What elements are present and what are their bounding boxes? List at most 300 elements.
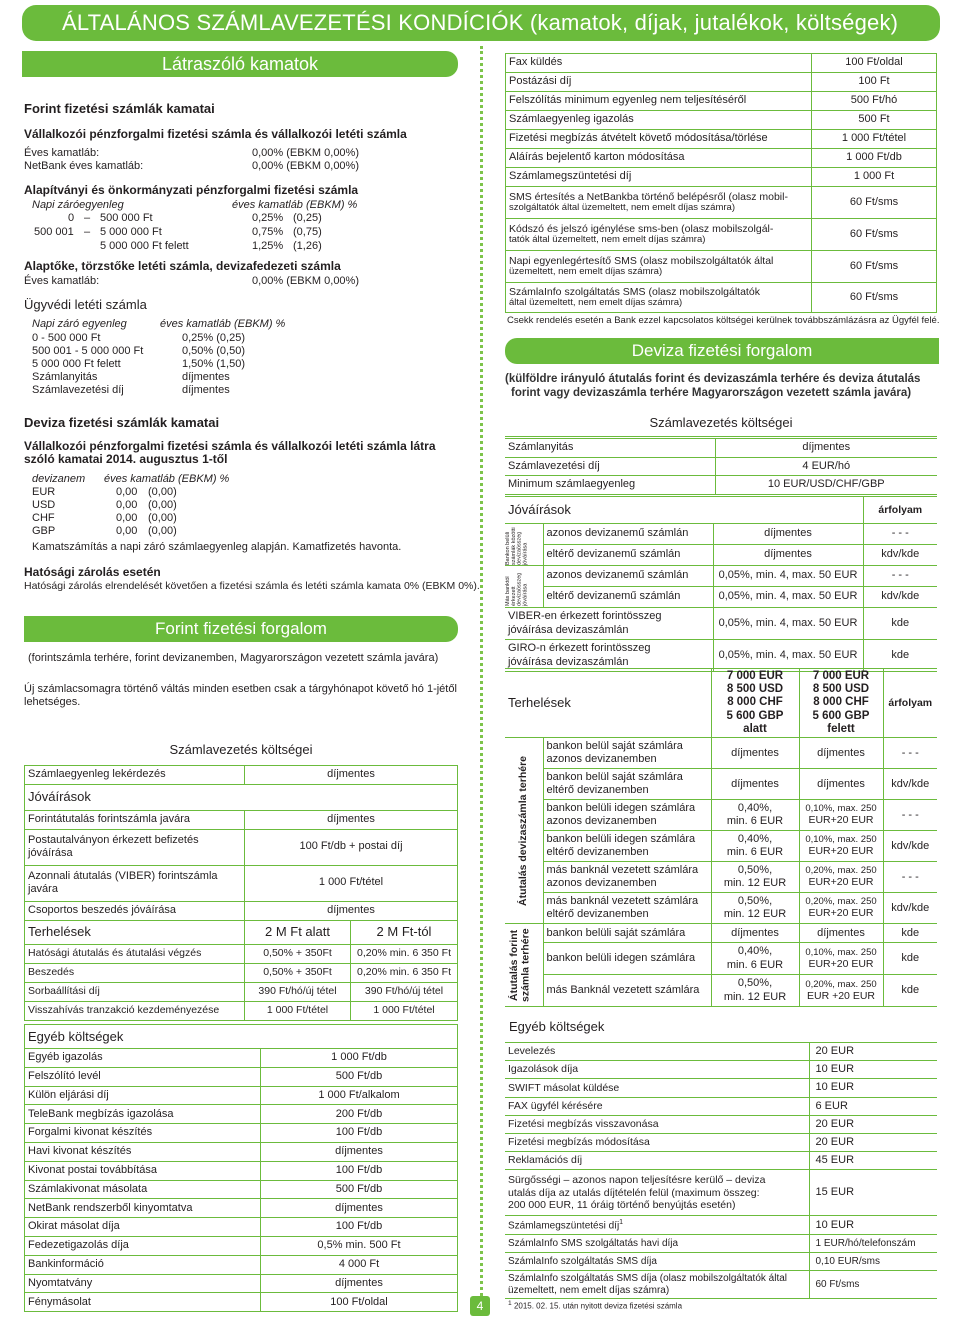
rter-b1: díjmentes — [817, 746, 865, 759]
re-row-label: Fizetési megbízás visszavonása — [505, 1115, 809, 1133]
rter-l1: bankon belüli idegen számlára — [546, 952, 696, 964]
rt-row-value: 100 Ft — [812, 73, 937, 92]
rter-l1: bankon belüli idegen számlára — [546, 832, 696, 845]
lt-ter-a: 0,50% + 350Ft — [245, 963, 351, 982]
le-row-label: Okirat másolat díja — [25, 1218, 261, 1237]
rter-b2: EUR +20 EUR — [807, 989, 875, 1002]
netbank-label: NetBank éves kamatláb: — [24, 160, 144, 172]
vallalkozoi-heading: Vállalkozói pénzforgalmi fizetési számla és vállalkozói letéti számla — [24, 127, 407, 141]
rt-row-value: 1 000 Ft/db — [812, 149, 937, 168]
rter-a1: díjmentes — [731, 777, 779, 790]
rj2-value: 0,05%, min. 4, max. 50 EUR — [713, 640, 863, 672]
rj-row-label: eltérő devizanemű számlán — [543, 545, 713, 566]
re-szmeg-text: Számlamegszüntetési díj — [508, 1219, 620, 1231]
page-banner: ÁLTALÁNOS SZÁMLAVEZETÉSI KONDÍCIÓK (kamatok, díjak, jutalékok, költségek) — [22, 5, 940, 41]
rter-a — [711, 975, 799, 1007]
re-info-value: 0,10 EUR/sms — [809, 1253, 937, 1271]
right-egyeb-table — [505, 1042, 937, 1299]
left-egyeb-table — [24, 1024, 458, 1312]
hatosagi-text: Hatósági zárolás elrendelését követően a fizetési számla és letéti számla kamata 0% (EBKM 0%). — [24, 580, 480, 592]
ugy-row-label: 0 - 500 000 Ft — [32, 332, 101, 344]
re-info-label: SzámlaInfo SMS szolgáltatás havi díja — [505, 1235, 809, 1253]
le-row-label: TeleBank megbízás igazolása — [25, 1105, 261, 1124]
rt-row-label: Számlamegszüntetési díj — [506, 168, 812, 187]
rt-sms-l1: Napi egyenlegértesítő SMS (olasz mobilszolgáltatók által — [509, 255, 774, 267]
rter-l1: más banknál vezetett számlára — [546, 894, 699, 907]
rter-c: kdv/kde — [883, 831, 937, 862]
rt-sms-value: 60 Ft/sms — [812, 187, 937, 219]
rter-l1: bankon belül saját számlára — [546, 770, 683, 783]
re-info3-l1: SzámlaInfo szolgáltatás SMS díja (olasz mobilszolgáltatók által — [508, 1272, 788, 1284]
ugy-row-label: 5 000 000 Ft felett — [32, 358, 121, 370]
rter-c: - - - — [883, 800, 937, 831]
lt-row-value: díjmentes — [245, 765, 458, 784]
kamat-note: Kamatszámítás a napi záró számlaegyenleg alapján. Kamatfizetés havonta. — [32, 541, 402, 553]
rt-sms-l2: tatók által üzemeltett, nem emelt díjas számra) — [509, 234, 706, 246]
rj2-l2: jóváírása devizaszámlán — [508, 623, 629, 636]
lt-terhelesek: Terhelések — [25, 920, 245, 944]
vlabel-mas-bank-text: Más banktól érkezett devizaösszeg jóváírása — [504, 572, 529, 606]
csekk-note: Csekk rendelés esetén a Bank ezzel kapcsolatos költségei kerülnek továbbszámlázásra az Ügyfél felé. — [507, 315, 940, 326]
rj-row-arfolyam: - - - — [863, 566, 937, 587]
rj-row-arfolyam: kdv/kde — [863, 545, 937, 566]
rter-h2-line: 7 000 EUR — [812, 670, 870, 682]
rter-h1-line: 5 600 GBP — [726, 709, 784, 722]
napi-label: Napi záróegyenleg — [32, 199, 124, 211]
re-row-label: Levelezés — [505, 1043, 809, 1061]
rter-h2-line: 5 600 GBP — [812, 709, 870, 722]
lt-ter-a: 0,50% + 350Ft — [245, 944, 351, 963]
rs-row-label: Számlavezetési díj — [505, 457, 715, 476]
alaptoke-label: Éves kamatláb: — [24, 275, 100, 287]
dev-currency: USD — [32, 499, 56, 511]
re-info3-l2: üzemeltett, nem emelt díjas számra) — [508, 1284, 670, 1296]
le-row-label: Fénymásolat — [25, 1293, 261, 1312]
rt-row-label: Felszólítás minimum egyenleg nem teljesítéséről — [506, 92, 812, 111]
rter-row-label — [543, 862, 711, 893]
rt-row-value: 1 000 Ft/tétel — [812, 130, 937, 149]
rt-row-value: 500 Ft/hó — [812, 92, 937, 111]
rt-sms-label — [506, 219, 812, 251]
le-row-label: Nyomtatvány — [25, 1274, 261, 1293]
rter-h1-line: alatt — [743, 722, 767, 735]
rter-row-label — [543, 924, 711, 943]
rter-l1: más banknál vezetett számlára — [546, 863, 699, 876]
le-row-label: Forgalmi kivonat készítés — [25, 1124, 261, 1143]
rter-title: Terhelések — [505, 669, 711, 738]
rj-arfolyam: árfolyam — [863, 497, 937, 524]
alaptoke-value: 0,00% (EBKM 0,00%) — [252, 275, 359, 287]
left-szamlavezetes-table — [24, 735, 458, 1021]
rter-b2: EUR+20 EUR — [808, 814, 874, 827]
vlabel-bankon-belul-text: Bankon belüli számlák közötti devizaösszeg jóváírása — [504, 526, 529, 565]
rter-a1: 0,50%, — [737, 894, 773, 907]
rter-b2: EUR+20 EUR — [808, 845, 874, 858]
rter-l2: eltérő devizanemben — [546, 846, 649, 859]
le-row-label: NetBank rendszerből kinyomtatva — [25, 1199, 261, 1218]
rter-a2: min. 6 EUR — [726, 958, 784, 971]
tier-dash: – — [84, 212, 91, 224]
rter-h2-line: 8 000 CHF — [813, 696, 869, 709]
ugy-row-value: 0,50% (0,50) — [182, 345, 245, 357]
vlabel-atutalas-forint-wrap — [509, 925, 539, 1005]
re-szmeg-sup: 1 — [619, 1218, 624, 1226]
rter-a2: min. 12 EUR — [723, 990, 787, 1003]
le-row-label: Havi kivonat készítés — [25, 1142, 261, 1161]
rt-sms-label — [506, 251, 812, 283]
lt-ter-b: 1 000 Ft/tétel — [351, 1001, 458, 1020]
rter-h2 — [799, 669, 883, 738]
re-info3-value: 60 Ft/sms — [809, 1271, 937, 1299]
vlabel-atutalas-forint-text: Átutalás forint számla terhére — [507, 928, 532, 1002]
rter-a — [711, 738, 799, 769]
rter-a1: 0,40%, — [737, 832, 773, 845]
rter-a — [711, 862, 799, 893]
rter-c: - - - — [883, 738, 937, 769]
rter-b — [799, 769, 883, 800]
rt-sms-l2: által üzemeltett, nem emelt díjas számra) — [509, 297, 683, 309]
rter-b — [799, 943, 883, 975]
re-szmeg-label — [505, 1216, 809, 1235]
re-title: Egyéb költségek — [509, 1019, 605, 1034]
rter-b1: 0,20%, max. 250 — [805, 896, 877, 908]
rter-c: - - - — [883, 862, 937, 893]
rter-c: kde — [883, 975, 937, 1007]
rter-l2: eltérő devizanemben — [546, 784, 649, 797]
rter-a — [711, 800, 799, 831]
rt-sms-value: 60 Ft/sms — [812, 219, 937, 251]
rter-b1: díjmentes — [817, 777, 865, 790]
vlabel-atutalas-deviza — [505, 738, 543, 924]
rt-row-label: Postázási díj — [506, 73, 812, 92]
forint-sub: (forintszámla terhére, forint devizanemben, Magyarországon vezetett számla javára) — [28, 652, 439, 664]
uj-text-1: Új számlacsomagra történő váltás minden esetben csak a tárgyhónapot követő hó 1-jétől — [24, 683, 457, 695]
re-surg-l1: Sürgősségi – azonos napon teljesítésre kerülő – deviza — [508, 1173, 766, 1186]
re-row-value: 10 EUR — [809, 1079, 937, 1097]
right-jovairas-table — [505, 496, 937, 672]
dev-rate: 0,00 — [116, 525, 138, 537]
rter-l1: bankon belüli saját számlára — [546, 926, 686, 939]
re-row-label: Fizetési megbízás módosítása — [505, 1133, 809, 1151]
le-row-value: díjmentes — [261, 1274, 458, 1293]
rter-b — [799, 893, 883, 924]
dev-rate: 0,00 — [116, 499, 138, 511]
rt-sms-l1: SMS értesítés a NetBankba történő belépésről (olasz mobil- — [509, 191, 788, 203]
rter-l2: azonos devizanemben — [546, 753, 657, 766]
re-szmeg-value: 10 EUR — [809, 1216, 937, 1235]
tier-rate: 1,25% — [252, 240, 284, 252]
deviza-sub2-right: forint vagy devizaszámla terhére Magyarországon vezetett számla javára) — [511, 387, 912, 399]
rt-sms-label — [506, 283, 812, 313]
lt-jovairasok: Jóváírások — [25, 784, 458, 810]
tier-ebkm: (0,75) — [293, 226, 322, 238]
rs-row-label: Minimum számlaegyenleg — [505, 476, 715, 495]
rter-h1-line: 8 500 USD — [726, 683, 784, 696]
rj-row-arfolyam: kdv/kde — [863, 587, 937, 608]
le-row-value: 100 Ft/db — [261, 1161, 458, 1180]
rter-a2: min. 6 EUR — [726, 846, 784, 859]
le-row-label: Külön eljárási díj — [25, 1086, 261, 1105]
lt-ter-b: 0,20% min. 6 350 Ft — [351, 944, 458, 963]
rter-l2: azonos devizanemben — [546, 877, 657, 890]
tier-to: 5 000 000 Ft — [100, 226, 162, 238]
rt-sms-l1: Kódszó és jelszó igénylése sms-ben (olasz mobilszolgál- — [509, 223, 774, 235]
dev-currency: EUR — [32, 486, 56, 498]
re-row-value: 20 EUR — [809, 1115, 937, 1133]
lt-ter-a: 390 Ft/hó/új tétel — [245, 982, 351, 1001]
ugy-row-value: 1,50% (1,50) — [182, 358, 245, 370]
le-row-value: díjmentes — [261, 1142, 458, 1161]
ugy-row-label: Számlanyitás — [32, 371, 98, 383]
rter-a — [711, 924, 799, 943]
rs-title: Számlavezetés költségei — [505, 415, 937, 437]
lt-ter-h2: 2 M Ft-tól — [351, 920, 458, 944]
re-surg-l3: 200 000 EUR, 11 óráig történő benyújtás esetén) — [508, 1199, 736, 1212]
lt-jov-label: Postautalványon érkezett befizetés jóváírása — [25, 829, 245, 865]
deviza-sub1-right: (külföldre irányuló átutalás forint és devizaszámla terhére és deviza átutalás — [505, 373, 921, 385]
rter-a — [711, 893, 799, 924]
ugy-col2: éves kamatláb (EBKM) % — [160, 318, 286, 330]
rter-h1-line: 8 000 CHF — [727, 696, 783, 709]
rter-arfolyam: árfolyam — [883, 669, 937, 738]
rj2-l2: jóváírása devizaszámlán — [508, 655, 629, 668]
rter-b — [799, 975, 883, 1007]
lt-ter-b: 390 Ft/hó/új tétel — [351, 982, 458, 1001]
rj2-l1: VIBER-en érkezett forintösszeg — [508, 610, 662, 623]
rter-b — [799, 924, 883, 943]
re-info3-label — [505, 1271, 809, 1299]
lt-row-label: Számlaegyenleg lekérdezés — [25, 765, 245, 784]
rter-c: kdv/kde — [883, 893, 937, 924]
lt-jov-value: 1 000 Ft/tétel — [245, 865, 458, 901]
alapitvanyi-heading: Alapítványi és önkormányzati pénzforgalmi fizetési számla — [24, 183, 359, 197]
rter-a — [711, 769, 799, 800]
rter-row-label — [543, 738, 711, 769]
rj2-label — [505, 608, 713, 640]
rter-b1: 0,20%, max. 250 — [805, 978, 877, 990]
rter-a1: 0,50%, — [737, 977, 773, 990]
re-surg-l2: utalás díja az utalás díjtételén felül (maximum összeg: — [508, 1186, 760, 1199]
rt-row-label: Számlaegyenleg igazolás — [506, 111, 812, 130]
rt-row-value: 1 000 Ft — [812, 168, 937, 187]
rj2-arfolyam: kde — [863, 640, 937, 672]
lt-jov-label: Csoportos beszedés jóváírása — [25, 901, 245, 920]
right-terheles-table — [505, 668, 937, 1007]
rter-a1: díjmentes — [731, 746, 779, 759]
rter-b2: EUR+20 EUR — [808, 907, 874, 920]
lt-jov-label: Forintátutalás forintszámla javára — [25, 810, 245, 829]
page-number: 4 — [470, 1296, 490, 1316]
le-row-value: 1 000 Ft/alkalom — [261, 1086, 458, 1105]
footnote — [508, 1300, 682, 1311]
dev-col1: devizanem — [32, 473, 86, 485]
rter-l1: bankon belül saját számlára — [546, 739, 683, 752]
uj-text-2: lehetséges. — [24, 696, 81, 708]
rs-row-value: díjmentes — [715, 439, 937, 458]
rter-l1: más Banknál vezetett számlára — [546, 984, 700, 996]
re-row-label: FAX ügyfél kérésére — [505, 1097, 809, 1115]
rter-b1: 0,10%, max. 250 — [805, 834, 877, 846]
tier-to: 500 000 Ft — [100, 212, 153, 224]
rter-row-label — [543, 893, 711, 924]
rt-sms-value: 60 Ft/sms — [812, 251, 937, 283]
dev-rate: 0,00 — [116, 512, 138, 524]
re-row-label: SWIFT másolat küldése — [505, 1079, 809, 1097]
tier-to: 5 000 000 Ft felett — [100, 240, 189, 252]
le-row-value: 4 000 Ft — [261, 1255, 458, 1274]
rter-l2: azonos devizanemben — [546, 815, 657, 828]
rter-c: kde — [883, 924, 937, 943]
rter-row-label — [543, 975, 711, 1007]
rt-sms-l2: üzemeltett, nem emelt díjas számra) — [509, 266, 663, 278]
vlabel-atutalas-forint — [505, 924, 543, 1007]
rter-b1: 0,10%, max. 250 — [805, 803, 877, 815]
lt-jov-value: díjmentes — [245, 901, 458, 920]
tier-dash: – — [84, 226, 91, 238]
ugy-row-value: díjmentes — [182, 371, 230, 383]
eves-value: 0,00% (EBKM 0,00%) — [252, 147, 359, 159]
re-surgossegi-value: 15 EUR — [809, 1170, 937, 1216]
le-row-value: 100 Ft/db — [261, 1124, 458, 1143]
dev-currency: GBP — [32, 525, 56, 537]
re-info-value: 1 EUR/hó/telefonszám — [809, 1235, 937, 1253]
dev-ebkm: (0,00) — [148, 499, 177, 511]
lt-ter-label: Sorbaállítási díj — [25, 982, 245, 1001]
rs-row-value: 4 EUR/hó — [715, 457, 937, 476]
rj2-label — [505, 640, 713, 672]
deviza-kamat-heading: Deviza fizetési számlák kamatai — [24, 415, 220, 430]
rter-h2-line: 8 500 USD — [812, 683, 870, 696]
lt-ter-b: 0,20% min. 6 350 Ft — [351, 963, 458, 982]
dev-ebkm: (0,00) — [148, 525, 177, 537]
hatosagi-heading: Hatósági zárolás esetén — [24, 565, 161, 579]
rter-a2: min. 6 EUR — [726, 815, 784, 828]
forint-kamat-heading: Forint fizetési számlák kamatai — [24, 101, 215, 116]
ugyvedi-heading: Ügyvédi letéti számla — [24, 297, 147, 312]
deviza-sub1: Vállalkozói pénzforgalmi fizetési számla és vállalkozói letéti számla látra — [24, 439, 436, 453]
le-row-value: 1 000 Ft/db — [261, 1049, 458, 1068]
lt-ter-h1: 2 M Ft alatt — [245, 920, 351, 944]
ugy-col1: Napi záró egyenleg — [32, 318, 127, 330]
rj-row-value: díjmentes — [713, 545, 863, 566]
re-row-label: Reklamációs díj — [505, 1152, 809, 1170]
rter-h1-line: 7 000 EUR — [726, 670, 784, 682]
footnote-text: 2015. 02. 15. után nyitott deviza fizetési számla — [513, 1301, 683, 1311]
rj-row-value: díjmentes — [713, 524, 863, 545]
rter-a1: díjmentes — [731, 926, 779, 939]
eves-kamat-label: éves kamatláb (EBKM) % — [232, 199, 358, 211]
column-divider — [480, 46, 483, 1296]
rter-a2: min. 12 EUR — [723, 908, 787, 921]
le-row-value: 500 Ft/db — [261, 1180, 458, 1199]
vlabel-mas-bank — [505, 566, 543, 608]
le-row-label: Kivonat postai továbbítása — [25, 1161, 261, 1180]
rt-row-label: Fizetési megbízás átvételt követő módosítása/törlése — [506, 130, 812, 149]
rj-title: Jóváírások — [505, 497, 863, 524]
rt-sms-l2: szolgáltatók által üzemeltett, nem emelt díjas számra) — [509, 202, 735, 214]
le-row-value: 0,5% min. 500 Ft — [261, 1236, 458, 1255]
ugy-row-label: 500 001 - 5 000 000 Ft — [32, 345, 144, 357]
dev-ebkm: (0,00) — [148, 512, 177, 524]
re-row-value: 20 EUR — [809, 1133, 937, 1151]
rt-row-label: Aláírás bejelentő karton módosítása — [506, 149, 812, 168]
vlabel-bankon-belul — [505, 524, 543, 566]
le-row-value: 100 Ft/db — [261, 1218, 458, 1237]
re-row-value: 10 EUR — [809, 1061, 937, 1079]
le-row-label: Felszólító levél — [25, 1067, 261, 1086]
rter-b — [799, 738, 883, 769]
rter-a1: 0,40%, — [737, 945, 773, 958]
rter-a1: 0,40%, — [737, 801, 773, 814]
le-row-label: Egyéb igazolás — [25, 1049, 261, 1068]
rter-row-label — [543, 800, 711, 831]
right-szv-table — [505, 438, 937, 495]
le-row-label: Bankinformáció — [25, 1255, 261, 1274]
rter-b — [799, 831, 883, 862]
rter-b1: 0,10%, max. 250 — [805, 946, 877, 958]
rter-a — [711, 943, 799, 975]
le-row-value: 500 Ft/db — [261, 1067, 458, 1086]
rter-h1 — [711, 669, 799, 738]
rter-c: kde — [883, 943, 937, 975]
section-pill-latraszolo: Látraszóló kamatok — [22, 51, 458, 77]
rter-a — [711, 831, 799, 862]
rter-b — [799, 862, 883, 893]
rj-row-value: 0,05%, min. 4, max. 50 EUR — [713, 587, 863, 608]
lt-title: Számlavezetés költségei — [25, 735, 458, 765]
dev-ebkm: (0,00) — [148, 486, 177, 498]
le-row-value: díjmentes — [261, 1199, 458, 1218]
dev-col2: éves kamatláb (EBKM) % — [104, 473, 230, 485]
rs-row-label: Számlanyitás — [505, 439, 715, 458]
tier-rate: 0,25% — [252, 212, 284, 224]
rj-row-label: eltérő devizanemű számlán — [543, 587, 713, 608]
rter-b2: EUR+20 EUR — [808, 876, 874, 889]
rj2-arfolyam: kde — [863, 608, 937, 640]
lt-ter-a: 1 000 Ft/tétel — [245, 1001, 351, 1020]
rter-row-label — [543, 943, 711, 975]
re-row-value: 6 EUR — [809, 1097, 937, 1115]
rter-l1: bankon belüli idegen számlára — [546, 801, 696, 814]
rt-sms-l1: SzámlaInfo szolgáltatás SMS (olasz mobilszolgáltatók — [509, 286, 760, 298]
rter-row-label — [543, 831, 711, 862]
right-top-table — [505, 53, 937, 313]
rj-row-value: 0,05%, min. 4, max. 50 EUR — [713, 566, 863, 587]
dev-currency: CHF — [32, 512, 55, 524]
rt-row-value: 500 Ft — [812, 111, 937, 130]
rt-sms-value: 60 Ft/sms — [812, 283, 937, 313]
footnote-sup: 1 — [508, 1300, 512, 1307]
le-title: Egyéb költségek — [25, 1025, 458, 1049]
rter-b2: EUR+20 EUR — [808, 957, 874, 970]
rj2-l1: GIRO-n érkezett forintösszeg — [508, 642, 651, 655]
rt-row-label: Fax küldés — [506, 54, 812, 73]
lt-ter-label: Visszahívás tranzakció kezdeményezése — [25, 1001, 245, 1020]
rter-h2-line: felett — [827, 722, 855, 735]
rt-sms-label — [506, 187, 812, 219]
re-row-value: 45 EUR — [809, 1152, 937, 1170]
lt-jov-value: díjmentes — [245, 810, 458, 829]
lt-jov-value: 100 Ft/db + postai díj — [245, 829, 458, 865]
tier-from: 500 001 — [34, 226, 74, 238]
eves-label: Éves kamatláb: — [24, 147, 100, 159]
section-pill-deviza-forgalom: Deviza fizetési forgalom — [505, 338, 939, 364]
dev-rate: 0,00 — [116, 486, 138, 498]
rter-a1: 0,50%, — [737, 863, 773, 876]
lt-ter-label: Beszedés — [25, 963, 245, 982]
rj-row-label: azonos devizanemű számlán — [543, 524, 713, 545]
rter-a2: min. 12 EUR — [723, 877, 787, 890]
